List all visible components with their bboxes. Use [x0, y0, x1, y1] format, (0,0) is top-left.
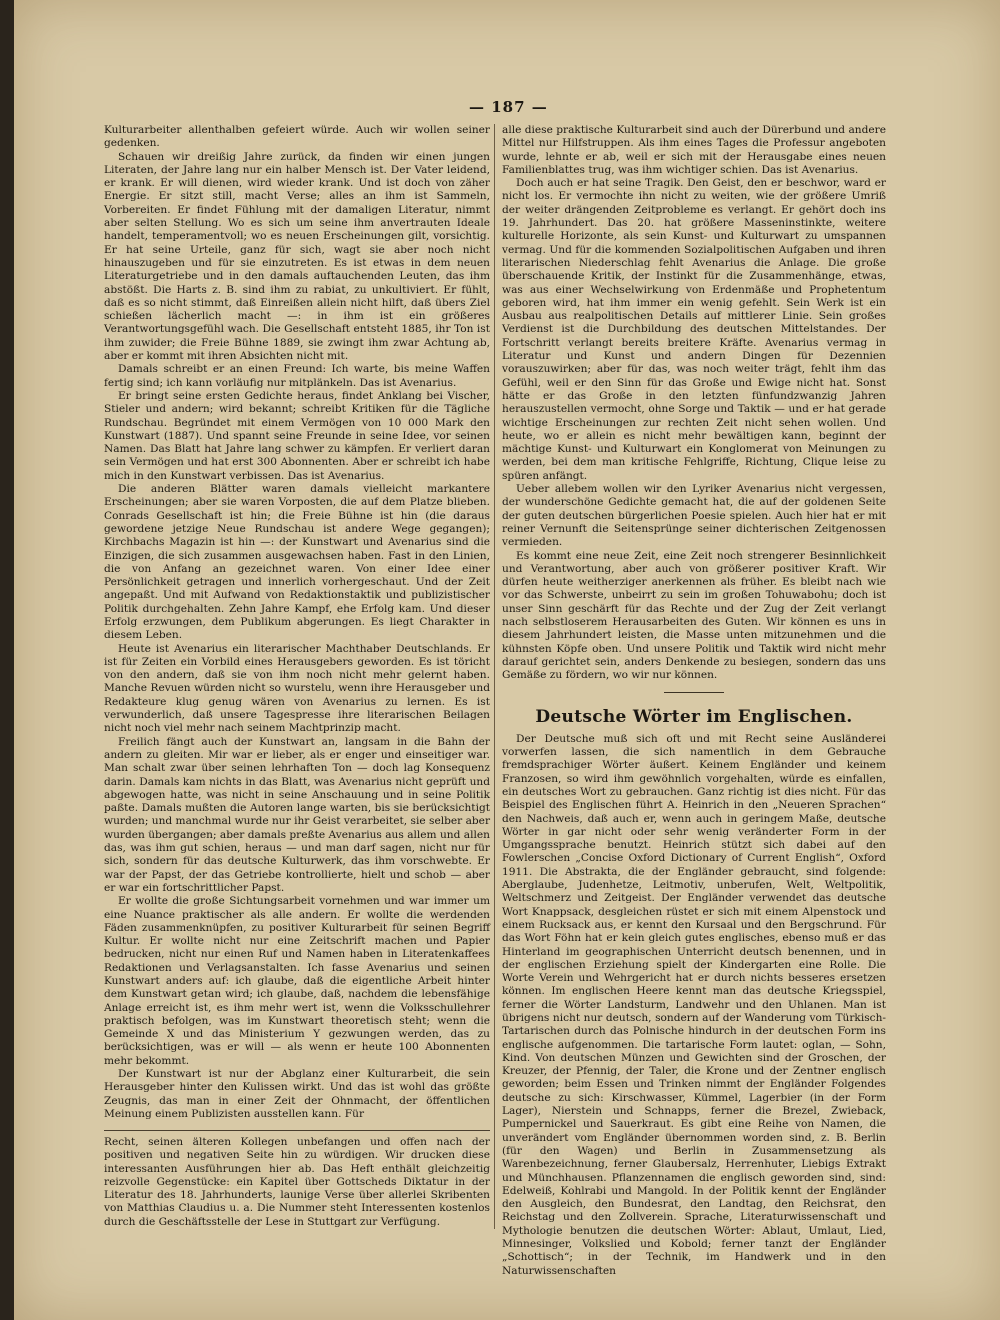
- paragraph: alle diese praktische Kulturarbeit sind auch der Dürerbund und andere Mittel nur Hilfstruppen. Als ihm eines Tages die Professur angeboten wurde, lehnte er ab, weil er sich mit der Herausgabe eines neuen Familienblattes trug, was ihm wichtiger schien. Das ist Avenarius.: [502, 124, 886, 176]
- paragraph: Kulturarbeiter allenthalben gefeiert würde. Auch wir wollen seiner gedenken.: [104, 124, 490, 150]
- paragraph: Heute ist Avenarius ein literarischer Machthaber Deutschlands. Er ist für Zeiten ein Vorbild eines Herausgebers geworden. Es ist töricht von den andern, daß sie von ihm noch nicht mehr gelernt haben. Manche Revuen würden nicht so wurstelu, wenn ihre Herausgeber und Redakteure klug genug wären von Avenarius zu lernen. Es ist verwunderlich, daß unsere Tagespresse ihre literarischen Beilagen nicht noch viel mehr nach seinem Machtprinzip macht.: [104, 642, 490, 735]
- paragraph: Es kommt eine neue Zeit, eine Zeit noch strengerer Besinnlichkeit und Verantwortung, aber auch von größerer positiver Kraft. Wir dürfen heute weitherziger anerkennen als früher. Es bleibt nach wie vor das Schwerste, unbeirrt zu sein im großen Tohuwabohu; doch ist unser Sinn geschärft für das Rechte und der Zug der Zeit verlangt nach selbstloserem Herausarbeiten des Guten. Wir können es uns in diesem Jahrhundert leisten, die Masse unten mitzunehmen und die kühnsten Köpfe oben. Und unsere Politik und Taktik wird nicht mehr darauf gerichtet sein, anders Denkende zu besiegen, sondern das uns Gemäße zu fördern, wo wir nur können.: [502, 549, 886, 682]
- article-heading: Deutsche Wörter im Englischen.: [535, 707, 853, 728]
- paragraph: Die anderen Blätter waren damals vielleicht markantere Erscheinungen; aber sie waren Vorposten, die auf dem Platze blieben. Conrads Gesellschaft ist hin; die Freie Bühne ist hin (die daraus gewordene jetzige Neue Rundschau ist andere Wege gegangen); Kirchbachs Magazin ist hin —: der Kunstwart und Avenarius sind die Einzigen, die sich zusammen ausgewachsen haben. Fast in den Linien, die von Anfang an gezeichnet waren. Von einer Idee einer Persönlichkeit getragen und innerlich vorhergeschaut. Und der Zeit angepaßt. Und mit Aufwand von Redaktionstaktik und publizistischer Politik durchgehalten. Zehn Jahre Kampf, ehe Erfolg kam. Und dieser Erfolg erzwungen, dem Publikum abgerungen. Es liegt Charakter in diesem Leben.: [104, 483, 490, 642]
- paragraph: Der Kunstwart ist nur der Abglanz einer Kulturarbeit, die sein Herausgeber hinter den Kulissen wirkt. Und das ist wohl das größte Zeugnis, das man in einer Zeit der Ohnmacht, der öffentlichen Meinung einem Publizisten ausstellen kann. Für: [104, 1068, 490, 1120]
- paragraph: Der Deutsche muß sich oft und mit Recht seine Ausländerei vorwerfen lassen, die sich namentlich in dem Gebrauche fremdsprachiger Wörter äußert. Keinem Engländer und keinem Franzosen, so wird ihm gewöhnlich vorgehalten, würde es einfallen, ein deutsches Wort zu gebrauchen. Ganz richtig ist dies nicht. Für das Beispiel des Englischen führt A. Heinrich in den „Neueren Sprachen“ den Nachweis, daß auch er, wenn auch in geringem Maße, deutsche Wörter in gar nicht oder sehr wenig veränderter Form in der Umgangssprache benutzt. Heinrich stützt sich dabei auf den Fowlerschen „Concise Oxford Dictionary of Current English“, Oxford 1911. Die Abstrakta, die der Engländer gebraucht, sind folgende: Aberglaube, Judenhetze, Leitmotiv, unberufen, Welt, Weltpolitik, Weltschmerz und Zeitgeist. Der Engländer verwendet das deutsche Wort Knappsack, desgleichen rüstet er sich mit einem Alpenstock und einem Rucksack aus, er kennt den Kursaal und den Bergschrund. Für das Wort Föhn hat er kein gleich gutes englisches, ebenso muß er das Hinterland im geographischen Unterricht deutsch benennen, und in der englischen Erziehung spielt der Kindergarten eine Rolle. Die Worte Verein und Wehrgericht hat er durch nichts besseres ersetzen können. Im englischen Heere kennt man das deutsche Kriegsspiel, ferner die Wörter Landsturm, Landwehr und den Uhlanen. Man ist übrigens nicht nur deutsch, sondern auf der Wanderung vom Türkisch-Tartarischen durch das Polnische hindurch in der deutschen Form ins englische aufgenommen. Die tartarische Form lautet: oglan, — Sohn, Kind. Von deutschen Münzen und Gewichten sind der Groschen, der Kreuzer, der Pfennig, der Taler, die Krone und der Zentner englisch geworden; beim Essen und Trinken nimmt der Engländer Folgendes deutsche zu sich: Kirschwasser, Kümmel, Lagerbier (in der Form Lager), Nierstein und Schnapps, ferner die Brezel, Zwieback, Pumpernickel und Sauerkraut. Es gibt eine Reihe von Namen, die unverändert vom Engländer übernommen worden sind, z. B. Berlin (für den Wagen) und Berlin in Zusammensetzung als Warenbezeichnung, ferner Glaubersalz, Herrenhuter, Liebigs Extrakt und Münchhausen. Pflanzennamen die englisch geworden sind, sind: Edelweiß, Kohlrabi und Mangold. In der Politik kennt der Engländer den Ausgleich, den Bundesrat, den Landtag, den Reichsrat, den Reichstag und den Zollverein. Sprache, Literaturwissenschaft und Mythologie benutzen die deutschen Wörter: Ablaut, Umlaut, Lied, Minnesinger, Volkslied und Kobold; ferner tanzt der Engländer „Schottisch“; in der Technik, im Handwerk und in den Naturwissenschaften: [502, 732, 886, 1277]
- page-number: — 187 —: [469, 98, 548, 116]
- left-column: [104, 124, 490, 1121]
- paragraph: Schauen wir dreißig Jahre zurück, da finden wir einen jungen Literaten, der Jahre lang nur ein halber Mensch ist. Der Vater leidend, er krank. Er will dienen, wird wieder krank. Und ist doch von zäher Energie. Er sitzt still, macht Verse; alles an ihm ist Sammeln, Vorbereiten. Er findet Fühlung mit der damaligen Literatur, nimmt aber selten Stellung. Wo es sich um seine ihm anvertrauten Ideale handelt, temperamentvoll; wo es neuen Erscheinungen gilt, vorsichtig. Er hat seine Urteile, ganz für sich, wagt sie aber noch nicht hinauszugeben und für sie einzutreten. Es ist etwas in dem neuen Literaturgetriebe und in den damals auftauchenden Leuten, das ihm abstößt. Die Harts z. B. sind ihm zu rabiat, zu unkultiviert. Er fühlt, daß es so nicht stimmt, daß Einreißen allein nicht hilft, daß übers Ziel schießen lächerlich macht —: in ihm ist ein größeres Verantwortungsgefühl wach. Die Gesellschaft entsteht 1885, ihr Ton ist ihm zuwider; die Freie Bühne 1889, sie zwingt ihm zwar Achtung ab, aber er kommt mit ihren Absichten nicht mit.: [104, 150, 490, 363]
- paragraph: Ueber allebem wollen wir den Lyriker Avenarius nicht vergessen, der wunderschöne Gedichte gemacht hat, die auf der goldenen Seite der guten deutschen bürgerlichen Poesie spielen. Auch hier hat er mit reiner Vernunft die Seitensprünge seiner dichterischen Zeitgenossen vermieden.: [502, 483, 886, 549]
- column-divider: [494, 124, 495, 1229]
- paragraph: Freilich fängt auch der Kunstwart an, langsam in die Bahn der andern zu gleiten. Mir war er lieber, als er enger und einseitiger war. Man schalt zwar über seinen lehrhaften Ton — doch lag Konsequenz darin. Damals kam nichts in das Blatt, was Avenarius nicht geprüft und abgewogen hatte, was nicht in seine Anschauung und in seine Politik paßte. Damals mußten die Autoren lange warten, bis sie berücksichtigt wurden; und manchmal wurde nur ihr Geist verarbeitet, sie selber aber wurden übergangen; aber damals preßte Avenarius aus allem und allen das, was ihm gut schien, heraus — und man darf sagen, nicht nur für sich, sondern für das deutsche Kulturwerk, das ihm vorschwebte. Er war der Papst, der das Getriebe kontrollierte, hielt und schob — aber er war ein fortschrittlicher Papst.: [104, 735, 491, 894]
- paragraph: Er bringt seine ersten Gedichte heraus, findet Anklang bei Vischer, Stieler und andern; wird bekannt; schreibt Kritiken für die Tägliche Rundschau. Begründet mit einem Vermögen von 10 000 Mark den Kunstwart (1887). Und spannt seine Freunde in seine Idee, vor seinen Namen. Das Blatt hat Jahre lang schwer zu kämpfen. Er verliert daran sein Vermögen und hat erst 300 Abonnenten. Aber er schreibt ich habe mich in den Kunstwart verbissen. Das ist Avenarius.: [104, 389, 490, 482]
- paragraph: Damals schreibt er an einen Freund: Ich warte, bis meine Waffen fertig sind; ich kann vorläufig nur mitplänkeln. Das ist Avenarius.: [104, 363, 490, 389]
- right-column: [502, 124, 886, 1278]
- newspaper-page: [14, 0, 1000, 1320]
- column-rule: [104, 1130, 490, 1131]
- paragraph: Recht, seinen älteren Kollegen unbefangen und offen nach der positiven und negativen Seite hin zu würdigen. Wir drucken diese interessanten Ausführungen hier ab. Das Heft enthält gleichzeitig reizvolle Gegenstücke: ein Kapitel über Gottscheds Diktatur in der Literatur des 18. Jahrhunderts, launige Verse über allerlei Skribenten von Matthias Claudius u. a. Die Nummer steht Interessenten kostenlos durch die Geschäftsstelle der Lese in Stuttgart zur Verfügung.: [104, 1136, 490, 1228]
- paragraph: Er wollte die große Sichtungsarbeit vornehmen und war immer um eine Nuance praktischer als alle andern. Er wollte die werdenden Fäden zusammenknüpfen, zu positiver Kulturarbeit für seinen Begriff Kultur. Er wollte nicht nur eine Zeitschrift machen und Papier bedrucken, nicht nur einen Ruf und Namen haben in Literatenkaffees Redaktionen und Verlagsanstalten. Ich fasse Avenarius und seinen Kunstwart anders auf: ich glaube, daß die eigentliche Arbeit hinter dem Kunstwart getan wird; ich glaube, daß, nachdem die lebensfähige Anlage erreicht ist, es ihm mehr wert ist, wenn die Volksschullehrer praktisch befolgen, was im Kunstwart theoretisch steht; wenn die Gemeinde X und das Ministerium Y gezwungen werden, das zu berücksichtigen, was er will — als wenn er heute 100 Abonnenten mehr bekommt.: [104, 895, 490, 1067]
- section-rule: [664, 692, 724, 693]
- left-column-note: [104, 1136, 490, 1229]
- paragraph: Doch auch er hat seine Tragik. Den Geist, den er beschwor, ward er nicht los. Er vermochte ihn nicht zu weiten, wie der größere Umriß der weiter drängenden Zeitprobleme es verlangt. Er gehört doch ins 19. Jahrhundert. Das 20. hat größere Masseninstinkte, weitere kulturelle Horizonte, als sein Kunst- und Kulturwart zu umspannen vermag. Und für die kommenden Sozialpolitischen Aufgaben und ihren literarischen Niederschlag fehlt Avenarius die Anlage. Die große überschauende Kritik, der Instinkt für die Zusammenhänge, etwas, was aus einer Wechselwirkung von Erdenmäße und Prophetentum geboren wird, hat ihm immer ein wenig gefehlt. Sein Werk ist ein Ausbau aus realpolitischen Details auf mittlerer Linie. Sein großes Verdienst ist die Durchbildung des deutschen Mittelstandes. Der Fortschritt verlangt bereits breitere Kräfte. Avenarius vermag in Literatur und Kunst und andern Dingen für Dezennien vorauszuwirken; aber für das, was noch weiter trägt, fehlt ihm das Gefühl, weil er den Sinn für das Große und Ewige nicht hat. Sonst hätte er das Große in den letzten fünfundzwanzig Jahren herauszustellen vermocht, ohne Sorge und Taktik — und er hat gerade wichtige Erscheinungen zur rechten Zeit nicht sehen wollen. Und heute, wo er allein es nicht mehr bewältigen kann, beginnt der mächtige Kunst- und Kulturwart ein Konglomerat von Meinungen zu werden, bei dem man kritische Fehlgriffe, Richtung, Clique leise zu spüren anfängt.: [502, 177, 886, 482]
